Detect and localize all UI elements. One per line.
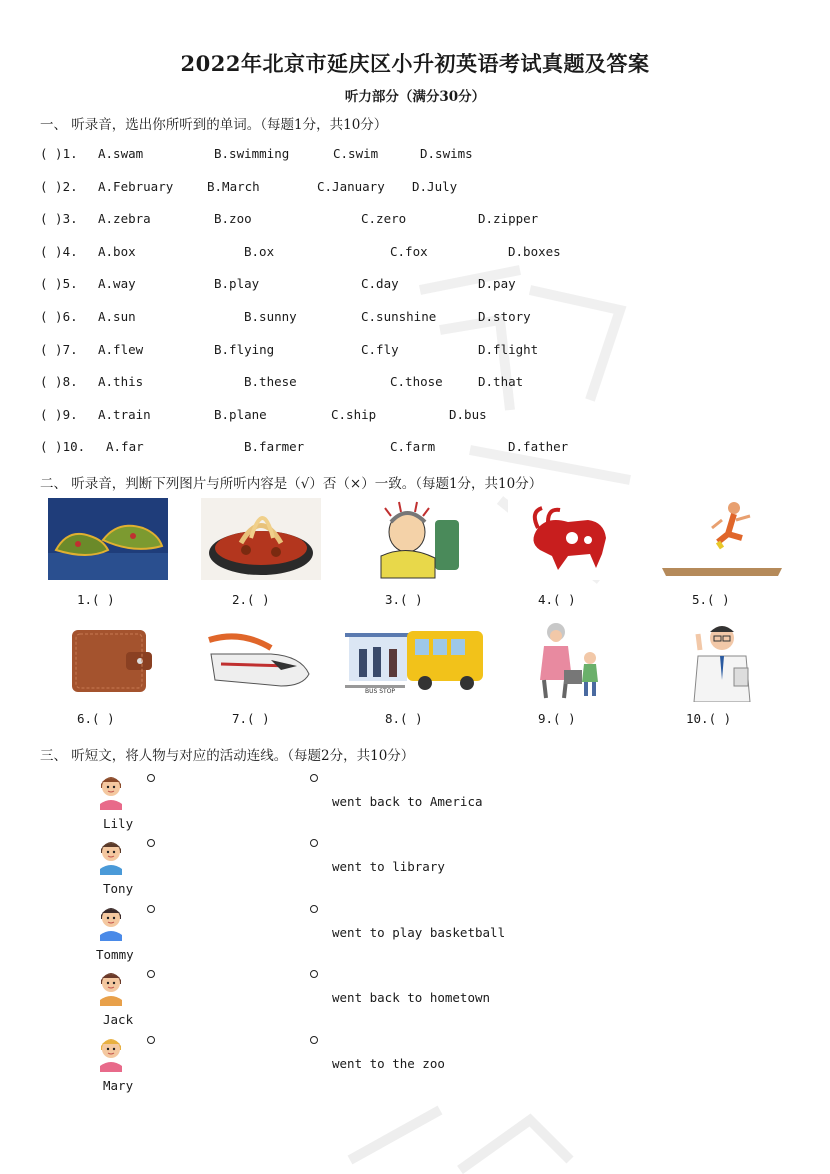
pic-label-2: 2.( ) bbox=[232, 592, 270, 607]
option-c: C.swim bbox=[333, 146, 379, 161]
option-d: D.swims bbox=[420, 146, 473, 161]
option-b: B.ox bbox=[244, 243, 275, 259]
option-d: D.zipper bbox=[478, 211, 539, 227]
part2-heading: 二、 听录音，判断下列图片与所听内容是（√）否（×）一致。（每题1分，共10分） bbox=[40, 476, 543, 492]
watermark-bottom bbox=[330, 1090, 590, 1174]
question-row bbox=[0, 407, 830, 425]
option-d: D.July bbox=[412, 178, 458, 194]
option-b: B.March bbox=[207, 178, 260, 194]
avatar bbox=[94, 901, 128, 941]
option-a: A.February bbox=[98, 178, 174, 194]
avatar bbox=[94, 835, 128, 875]
page-subtitle: 听力部分（满分30分） bbox=[344, 89, 486, 105]
person-name: Lily bbox=[103, 816, 134, 831]
activity-label: went back to America bbox=[332, 794, 483, 809]
bus-stop-icon bbox=[345, 625, 485, 697]
option-a: A.far bbox=[106, 439, 144, 455]
activity-connector-dot[interactable] bbox=[310, 905, 318, 913]
option-d: D.pay bbox=[478, 276, 516, 292]
option-d: D.boxes bbox=[508, 243, 561, 259]
pic-label-7: 7.( ) bbox=[232, 711, 270, 726]
option-d: D.bus bbox=[449, 406, 487, 422]
option-a: A.train bbox=[98, 406, 151, 422]
noodles-icon bbox=[201, 498, 321, 580]
activity-connector-dot[interactable] bbox=[310, 839, 318, 847]
question-row bbox=[0, 342, 830, 360]
part1-heading: 一、 听录音，选出你所听到的单词。（每题1分，共10分） bbox=[40, 117, 388, 133]
option-a: A.flew bbox=[98, 341, 144, 357]
avatar bbox=[94, 770, 128, 810]
wallet-icon bbox=[48, 620, 168, 702]
activity-label: went back to hometown bbox=[332, 990, 491, 1006]
option-c: C.sunshine bbox=[361, 309, 437, 324]
option-c: C.those bbox=[390, 374, 443, 390]
long-jump-icon bbox=[662, 498, 782, 580]
option-c: C.day bbox=[361, 276, 399, 292]
option-d: D.that bbox=[478, 374, 524, 390]
activity-label: went to the zoo bbox=[332, 1055, 445, 1071]
person-name: Tommy bbox=[96, 946, 134, 962]
pic-label-3: 3.( ) bbox=[385, 592, 423, 607]
question-row bbox=[0, 374, 830, 392]
avatar bbox=[94, 966, 128, 1006]
option-d: D.story bbox=[478, 309, 531, 324]
person-connector-dot[interactable] bbox=[147, 839, 155, 847]
question-number: ( )3. bbox=[40, 211, 78, 227]
option-b: B.sunny bbox=[244, 309, 297, 324]
option-a: A.zebra bbox=[98, 211, 151, 227]
option-a: A.swam bbox=[98, 146, 144, 161]
question-number: ( )1. bbox=[40, 146, 78, 161]
question-number: ( )8. bbox=[40, 374, 78, 390]
pic-label-9: 9.( ) bbox=[538, 711, 576, 726]
person-name: Tony bbox=[103, 881, 134, 897]
pic-label-10: 10.( ) bbox=[686, 711, 732, 726]
person-name: Mary bbox=[103, 1077, 134, 1093]
question-row bbox=[0, 439, 830, 457]
question-number: ( )2. bbox=[40, 178, 78, 194]
doctor-icon bbox=[662, 620, 782, 702]
person-connector-dot[interactable] bbox=[147, 774, 155, 782]
headache-man-icon bbox=[355, 498, 475, 580]
person-connector-dot[interactable] bbox=[147, 970, 155, 978]
fast-train-icon bbox=[201, 620, 321, 702]
bus-stop-sign: BUS STOP bbox=[365, 688, 396, 695]
option-c: C.zero bbox=[361, 211, 407, 227]
shoes-icon bbox=[48, 498, 168, 580]
question-number: ( )10. bbox=[40, 439, 86, 455]
option-b: B.plane bbox=[214, 406, 267, 422]
grandma-child-icon bbox=[508, 620, 628, 702]
person-name: Jack bbox=[103, 1012, 134, 1028]
activity-connector-dot[interactable] bbox=[310, 970, 318, 978]
question-number: ( )4. bbox=[40, 243, 78, 259]
pic-label-8: 8.( ) bbox=[385, 711, 423, 726]
page-title: 2022年北京市延庆区小升初英语考试真题及答案 bbox=[180, 51, 650, 76]
option-c: C.fly bbox=[361, 341, 399, 357]
pic-label-4: 4.( ) bbox=[538, 592, 576, 607]
question-row bbox=[0, 211, 830, 229]
option-b: B.swimming bbox=[214, 146, 290, 161]
option-c: C.January bbox=[317, 178, 385, 194]
option-b: B.flying bbox=[214, 341, 275, 357]
option-b: B.zoo bbox=[214, 211, 252, 227]
option-a: A.sun bbox=[98, 309, 136, 324]
option-d: D.father bbox=[508, 439, 569, 455]
question-row bbox=[0, 179, 830, 197]
activity-label: went to play basketball bbox=[332, 924, 506, 940]
activity-connector-dot[interactable] bbox=[310, 774, 318, 782]
option-c: C.ship bbox=[331, 406, 377, 422]
question-row bbox=[0, 146, 830, 164]
option-b: B.farmer bbox=[244, 439, 305, 455]
option-a: A.way bbox=[98, 276, 136, 292]
activity-label: went to library bbox=[332, 859, 445, 875]
question-row bbox=[0, 244, 830, 262]
question-row bbox=[0, 276, 830, 294]
activity-connector-dot[interactable] bbox=[310, 1036, 318, 1044]
option-c: C.fox bbox=[390, 243, 428, 259]
ox-papercut-icon bbox=[508, 498, 628, 580]
question-number: ( )9. bbox=[40, 406, 78, 422]
question-number: ( )7. bbox=[40, 341, 78, 357]
pic-label-1: 1.( ) bbox=[77, 592, 115, 607]
option-b: B.these bbox=[244, 374, 297, 390]
option-c: C.farm bbox=[390, 439, 436, 455]
question-number: ( )6. bbox=[40, 309, 78, 324]
pic-label-6: 6.( ) bbox=[77, 711, 115, 726]
question-row bbox=[0, 309, 830, 327]
pic-label-5: 5.( ) bbox=[692, 592, 730, 607]
person-connector-dot[interactable] bbox=[147, 1036, 155, 1044]
option-a: A.this bbox=[98, 374, 144, 390]
person-connector-dot[interactable] bbox=[147, 905, 155, 913]
question-number: ( )5. bbox=[40, 276, 78, 292]
part3-heading: 三、 听短文，将人物与对应的活动连线。（每题2分，共10分） bbox=[40, 748, 415, 764]
option-a: A.box bbox=[98, 243, 136, 259]
option-b: B.play bbox=[214, 276, 260, 292]
option-d: D.flight bbox=[478, 341, 539, 357]
avatar bbox=[94, 1032, 128, 1072]
